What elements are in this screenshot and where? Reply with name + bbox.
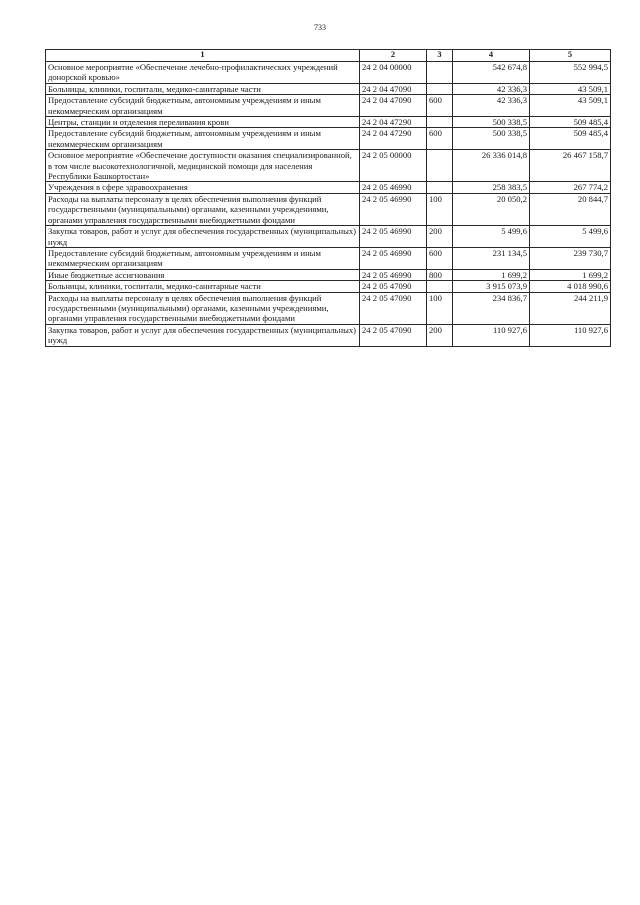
row-name-cell: Предоставление субсидий бюджетным, автономным учреждениям и иным некоммерческим организациям [46, 128, 360, 150]
row-amount-year1-cell: 42 336,3 [453, 95, 530, 117]
row-name-cell: Расходы на выплаты персоналу в целях обеспечения выполнения функций государственными (муниципальными) органами, казенными учреждениями, органами управления государственными внебюджетными фондами [46, 193, 360, 225]
row-amount-year1-cell: 1 699,2 [453, 269, 530, 280]
row-amount-year2-cell: 20 844,7 [530, 193, 611, 225]
table-row [46, 226, 611, 248]
row-amount-year2-cell: 26 467 158,7 [530, 150, 611, 182]
table-row [46, 117, 611, 128]
row-name-cell: Больницы, клиники, госпитали, медико-санитарные части [46, 281, 360, 292]
row-expense-type-cell: 100 [427, 193, 453, 225]
row-code-cell: 24 2 04 47090 [360, 95, 427, 117]
row-amount-year1-cell: 5 499,6 [453, 226, 530, 248]
row-amount-year1-cell: 231 134,5 [453, 247, 530, 269]
row-code-cell: 24 2 05 46990 [360, 182, 427, 193]
row-code-cell: 24 2 05 47090 [360, 281, 427, 292]
header-col-4: 4 [453, 50, 530, 62]
page-number: 733 [314, 23, 326, 32]
table-row [46, 95, 611, 117]
row-name-cell: Больницы, клиники, госпитали, медико-санитарные части [46, 83, 360, 94]
row-expense-type-cell [427, 281, 453, 292]
row-amount-year2-cell: 4 018 990,6 [530, 281, 611, 292]
table-row [46, 62, 611, 84]
table-row [46, 83, 611, 94]
row-code-cell: 24 2 05 47090 [360, 324, 427, 346]
table-row [46, 247, 611, 269]
row-amount-year2-cell: 43 509,1 [530, 95, 611, 117]
row-expense-type-cell: 600 [427, 128, 453, 150]
row-code-cell: 24 2 05 46990 [360, 247, 427, 269]
row-amount-year2-cell: 244 211,9 [530, 292, 611, 324]
row-expense-type-cell: 800 [427, 269, 453, 280]
row-code-cell: 24 2 04 47090 [360, 83, 427, 94]
row-amount-year1-cell: 234 836,7 [453, 292, 530, 324]
row-code-cell: 24 2 05 46990 [360, 269, 427, 280]
row-amount-year2-cell: 239 730,7 [530, 247, 611, 269]
row-amount-year1-cell: 3 915 073,9 [453, 281, 530, 292]
table-row [46, 193, 611, 225]
header-col-2: 2 [360, 50, 427, 62]
row-amount-year2-cell: 552 994,5 [530, 62, 611, 84]
row-amount-year2-cell: 509 485,4 [530, 128, 611, 150]
row-expense-type-cell: 600 [427, 247, 453, 269]
row-code-cell: 24 2 04 00000 [360, 62, 427, 84]
row-name-cell: Закупка товаров, работ и услуг для обеспечения государственных (муниципальных) нужд [46, 324, 360, 346]
header-col-1: 1 [46, 50, 360, 62]
row-name-cell: Основное мероприятие «Обеспечение лечебно-профилактических учреждений донорской кровью» [46, 62, 360, 84]
row-code-cell: 24 2 05 46990 [360, 226, 427, 248]
table-row [46, 324, 611, 346]
table-body [46, 62, 611, 347]
row-name-cell: Предоставление субсидий бюджетным, автономным учреждениям и иным некоммерческим организациям [46, 247, 360, 269]
row-amount-year2-cell: 1 699,2 [530, 269, 611, 280]
row-expense-type-cell: 200 [427, 226, 453, 248]
row-amount-year2-cell: 110 927,6 [530, 324, 611, 346]
row-amount-year1-cell: 500 338,5 [453, 117, 530, 128]
row-amount-year1-cell: 26 336 014,8 [453, 150, 530, 182]
row-code-cell: 24 2 05 00000 [360, 150, 427, 182]
row-expense-type-cell: 100 [427, 292, 453, 324]
row-code-cell: 24 2 05 47090 [360, 292, 427, 324]
row-amount-year2-cell: 509 485,4 [530, 117, 611, 128]
header-col-3: 3 [427, 50, 453, 62]
row-amount-year2-cell: 5 499,6 [530, 226, 611, 248]
row-expense-type-cell [427, 182, 453, 193]
row-amount-year1-cell: 110 927,6 [453, 324, 530, 346]
row-name-cell: Основное мероприятие «Обеспечение доступности оказания специализированной, в том числе высокотехнологичной, медицинской помощи для населения Республики Башкортостан» [46, 150, 360, 182]
row-name-cell: Учреждения в сфере здравоохранения [46, 182, 360, 193]
row-name-cell: Предоставление субсидий бюджетным, автономным учреждениям и иным некоммерческим организациям [46, 95, 360, 117]
row-amount-year1-cell: 258 383,5 [453, 182, 530, 193]
row-amount-year2-cell: 43 509,1 [530, 83, 611, 94]
row-code-cell: 24 2 05 46990 [360, 193, 427, 225]
row-amount-year2-cell: 267 774,2 [530, 182, 611, 193]
row-expense-type-cell [427, 117, 453, 128]
row-code-cell: 24 2 04 47290 [360, 128, 427, 150]
table-row [46, 182, 611, 193]
row-expense-type-cell [427, 83, 453, 94]
budget-table [45, 49, 611, 347]
header-row [46, 50, 611, 62]
row-expense-type-cell [427, 62, 453, 84]
row-expense-type-cell: 600 [427, 95, 453, 117]
table-row [46, 281, 611, 292]
header-col-5: 5 [530, 50, 611, 62]
row-amount-year1-cell: 20 050,2 [453, 193, 530, 225]
table-row [46, 128, 611, 150]
table-row [46, 292, 611, 324]
row-expense-type-cell [427, 150, 453, 182]
row-amount-year1-cell: 500 338,5 [453, 128, 530, 150]
row-name-cell: Иные бюджетные ассигнования [46, 269, 360, 280]
row-name-cell: Расходы на выплаты персоналу в целях обеспечения выполнения функций государственными (муниципальными) органами, казенными учреждениями, органами управления государственными внебюджетными фондами [46, 292, 360, 324]
row-amount-year1-cell: 542 674,8 [453, 62, 530, 84]
table-row [46, 150, 611, 182]
row-code-cell: 24 2 04 47290 [360, 117, 427, 128]
row-amount-year1-cell: 42 336,3 [453, 83, 530, 94]
table-row [46, 269, 611, 280]
row-expense-type-cell: 200 [427, 324, 453, 346]
row-name-cell: Центры, станции и отделения переливания крови [46, 117, 360, 128]
row-name-cell: Закупка товаров, работ и услуг для обеспечения государственных (муниципальных) нужд [46, 226, 360, 248]
